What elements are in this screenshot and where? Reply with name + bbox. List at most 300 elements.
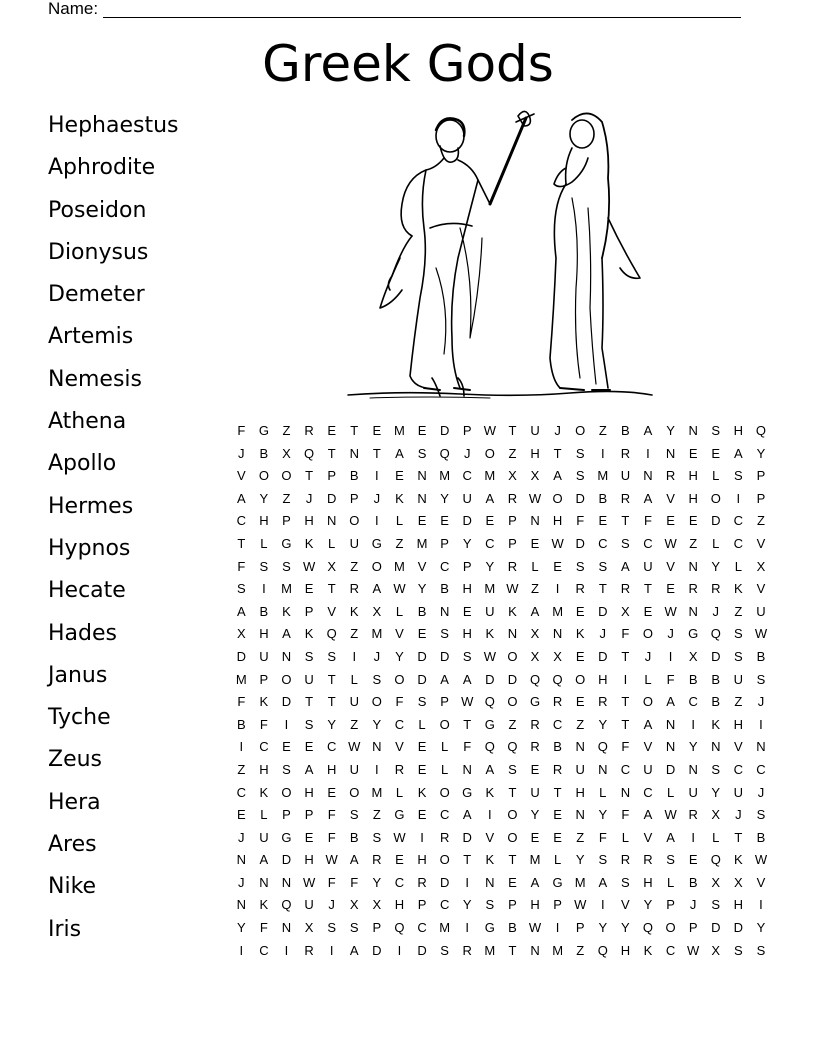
grid-letter: J xyxy=(373,648,381,664)
grid-letter: R xyxy=(349,581,359,597)
grid-letter: U xyxy=(485,603,495,619)
grid-letter: N xyxy=(259,874,269,890)
grid-letter: S xyxy=(282,761,291,777)
grid-letter: A xyxy=(666,694,675,710)
grid-letter: C xyxy=(598,535,608,551)
grid-letter: X xyxy=(530,468,540,484)
grid-letter: H xyxy=(733,716,744,732)
grid-letter: S xyxy=(734,648,743,664)
grid-letter: V xyxy=(734,739,743,755)
grid-letter: D xyxy=(507,671,518,687)
grid-letter: D xyxy=(711,648,721,664)
grid-letter: W xyxy=(664,807,677,823)
grid-letter: N xyxy=(439,603,450,619)
grid-letter: Q xyxy=(552,671,563,687)
grid-letter: R xyxy=(711,581,721,597)
word-list-item: Demeter xyxy=(48,282,145,308)
grid-letter: X xyxy=(711,807,721,823)
grid-letter: T xyxy=(305,468,314,484)
grid-letter: Z xyxy=(576,829,585,845)
grid-letter: F xyxy=(644,513,652,529)
grid-letter: N xyxy=(665,445,676,461)
grid-letter: W xyxy=(348,739,361,755)
grid-letter: M xyxy=(394,423,405,438)
grid-letter: Q xyxy=(394,920,405,936)
grid-letter: I xyxy=(397,942,402,958)
grid-letter: P xyxy=(259,671,269,687)
grid-row xyxy=(230,849,772,872)
grid-letter: T xyxy=(237,535,246,551)
grid-letter: X xyxy=(621,603,630,619)
grid-letter: A xyxy=(530,603,540,619)
grid-letter: B xyxy=(711,694,721,710)
grid-letter: W xyxy=(754,852,768,868)
grid-letter: I xyxy=(736,490,741,506)
grid-letter: G xyxy=(394,807,405,823)
grid-letter: R xyxy=(688,581,698,597)
grid-letter: Z xyxy=(282,490,291,506)
grid-letter: A xyxy=(349,942,359,958)
grid-letter: C xyxy=(688,694,698,710)
grid-letter: T xyxy=(327,581,336,597)
word-list-item: Poseidon xyxy=(48,197,147,223)
grid-letter: I xyxy=(759,897,763,913)
grid-letter: E xyxy=(508,874,517,890)
grid-letter: H xyxy=(530,445,540,461)
grid-letter: Q xyxy=(642,920,654,936)
grid-letter: C xyxy=(756,761,766,777)
grid-letter: P xyxy=(327,468,336,484)
grid-letter: I xyxy=(555,920,560,936)
grid-letter: F xyxy=(259,920,268,936)
grid-letter: I xyxy=(465,920,470,936)
grid-letter: X xyxy=(553,648,562,664)
grid-letter: T xyxy=(553,445,562,461)
grid-letter: B xyxy=(417,603,427,619)
grid-letter: C xyxy=(665,942,676,958)
grid-letter: N xyxy=(349,445,359,461)
grid-letter: Z xyxy=(756,513,765,529)
grid-letter: T xyxy=(508,942,517,958)
grid-letter: U xyxy=(259,829,269,845)
grid-letter: O xyxy=(439,852,450,868)
grid-letter: T xyxy=(463,852,472,868)
grid-letter: P xyxy=(372,920,382,936)
grid-letter: G xyxy=(281,535,292,551)
grid-letter: C xyxy=(439,897,450,913)
grid-letter: O xyxy=(507,807,518,823)
grid-letter: Y xyxy=(598,716,608,732)
grid-letter: I xyxy=(262,581,266,597)
grid-letter: L xyxy=(712,468,720,484)
grid-letter: A xyxy=(643,716,653,732)
grid-letter: S xyxy=(756,807,766,823)
word-list-item: Hypnos xyxy=(48,535,131,561)
grid-letter: V xyxy=(643,739,653,755)
grid-letter: N xyxy=(688,558,698,574)
grid-letter: E xyxy=(575,694,585,710)
grid-letter: H xyxy=(688,468,698,484)
grid-letter: M xyxy=(484,942,496,958)
grid-letter: C xyxy=(394,716,405,732)
grid-letter: P xyxy=(756,490,766,506)
grid-letter: W xyxy=(574,897,587,913)
grid-letter: J xyxy=(757,694,765,710)
grid-letter: K xyxy=(485,784,495,800)
grid-letter: T xyxy=(598,581,607,597)
word-list-item: Dionysus xyxy=(48,239,149,265)
grid-letter: W xyxy=(483,423,496,438)
grid-letter: P xyxy=(304,603,314,619)
grid-letter: E xyxy=(304,739,314,755)
grid-letter: S xyxy=(734,468,743,484)
grid-letter: R xyxy=(620,445,631,461)
grid-letter: O xyxy=(507,694,518,710)
grid-letter: O xyxy=(552,490,563,506)
grid-letter: J xyxy=(667,626,674,642)
grid-letter: F xyxy=(259,716,268,732)
grid-letter: C xyxy=(620,761,631,777)
grid-letter: L xyxy=(260,535,268,551)
grid-letter: I xyxy=(759,716,763,732)
grid-letter: X xyxy=(711,874,721,890)
grid-letter: E xyxy=(643,603,653,619)
grid-letter: G xyxy=(462,784,473,800)
grid-letter: C xyxy=(485,535,495,551)
grid-letter: V xyxy=(756,874,766,890)
grid-letter: T xyxy=(372,445,381,461)
grid-letter: U xyxy=(756,603,766,619)
grid-letter: T xyxy=(350,423,359,438)
grid-letter: P xyxy=(440,694,449,710)
grid-letter: P xyxy=(756,468,766,484)
grid-letter: Q xyxy=(755,423,767,438)
grid-letter: M xyxy=(235,671,247,687)
grid-letter: M xyxy=(439,468,451,484)
grid-letter: R xyxy=(552,761,563,777)
grid-letter: S xyxy=(349,920,359,936)
grid-letter: C xyxy=(259,942,269,958)
grid-row xyxy=(230,465,772,488)
grid-letter: D xyxy=(439,874,450,890)
grid-letter: N xyxy=(281,874,292,890)
grid-letter: U xyxy=(620,468,631,484)
grid-letter: L xyxy=(418,716,426,732)
grid-letter: O xyxy=(642,626,654,642)
grid-letter: Y xyxy=(327,716,336,732)
grid-letter: N xyxy=(598,761,608,777)
grid-letter: L xyxy=(734,558,742,574)
grid-letter: V xyxy=(485,829,495,845)
grid-letter: Y xyxy=(711,784,721,800)
grid-letter: O xyxy=(371,694,382,710)
grid-letter: E xyxy=(282,739,291,755)
grid-letter: C xyxy=(733,761,744,777)
grid-letter: Y xyxy=(756,920,766,936)
grid-letter: E xyxy=(462,603,472,619)
grid-letter: E xyxy=(372,423,382,438)
grid-letter: X xyxy=(349,897,359,913)
grid-row xyxy=(230,917,772,940)
grid-letter: K xyxy=(259,897,269,913)
grid-letter: D xyxy=(417,648,427,664)
grid-letter: A xyxy=(282,626,291,642)
grid-letter: O xyxy=(281,671,292,687)
grid-letter: J xyxy=(735,807,742,823)
grid-letter: Z xyxy=(508,445,517,461)
grid-letter: W xyxy=(664,535,677,551)
grid-letter: K xyxy=(508,603,517,619)
grid-letter: E xyxy=(304,829,314,845)
grid-letter: O xyxy=(439,784,450,800)
grid-letter: L xyxy=(395,513,404,529)
word-list-item: Zeus xyxy=(48,747,103,773)
grid-letter: Z xyxy=(576,716,585,732)
grid-letter: S xyxy=(349,807,359,823)
grid-letter: Z xyxy=(372,807,381,823)
grid-letter: I xyxy=(239,942,244,958)
grid-letter: Y xyxy=(530,807,540,823)
grid-letter: I xyxy=(284,716,289,732)
grid-letter: U xyxy=(462,490,472,506)
grid-letter: Y xyxy=(395,648,404,664)
grid-letter: S xyxy=(508,761,517,777)
grid-letter: Q xyxy=(710,852,721,868)
grid-letter: D xyxy=(598,603,608,619)
grid-letter: E xyxy=(688,445,698,461)
grid-letter: S xyxy=(621,874,630,890)
grid-letter: Y xyxy=(666,423,675,438)
grid-letter: T xyxy=(621,648,630,664)
grid-letter: S xyxy=(282,558,291,574)
grid-letter: S xyxy=(734,942,743,958)
grid-letter: C xyxy=(733,535,744,551)
grid-letter: J xyxy=(328,897,335,913)
grid-letter: J xyxy=(238,445,245,461)
grid-letter: J xyxy=(463,445,471,461)
grid-letter: N xyxy=(620,784,631,800)
grid-row xyxy=(230,488,772,511)
grid-letter: F xyxy=(395,694,404,710)
word-list-item: Apollo xyxy=(48,451,117,477)
grid-letter: L xyxy=(260,807,268,823)
grid-letter: O xyxy=(349,784,360,800)
grid-letter: R xyxy=(575,581,585,597)
grid-letter: M xyxy=(371,784,383,800)
grid-letter: I xyxy=(284,942,289,958)
grid-letter: L xyxy=(666,784,675,800)
grid-letter: O xyxy=(281,468,292,484)
grid-letter: O xyxy=(710,490,721,506)
grid-letter: X xyxy=(372,897,382,913)
grid-row xyxy=(230,894,772,917)
grid-row xyxy=(230,714,772,737)
grid-letter: Y xyxy=(621,920,630,936)
grid-letter: Y xyxy=(598,807,608,823)
grid-letter: F xyxy=(621,739,630,755)
grid-letter: O xyxy=(507,648,518,664)
grid-letter: K xyxy=(734,852,743,868)
grid-letter: U xyxy=(688,784,698,800)
grid-letter: S xyxy=(711,423,721,438)
grid-letter: C xyxy=(394,874,405,890)
grid-letter: A xyxy=(598,874,608,890)
grid-row xyxy=(230,736,772,759)
grid-letter: P xyxy=(688,920,698,936)
grid-letter: V xyxy=(666,490,675,506)
grid-letter: L xyxy=(712,829,720,845)
grid-letter: Z xyxy=(689,535,698,551)
grid-letter: B xyxy=(598,490,608,506)
grid-letter: V xyxy=(621,897,630,913)
grid-letter: S xyxy=(259,558,269,574)
grid-letter: T xyxy=(621,694,630,710)
grid-letter: B xyxy=(508,920,517,936)
word-list-item: Janus xyxy=(48,662,108,688)
grid-letter: Q xyxy=(484,694,495,710)
word-list-item: Hermes xyxy=(48,493,134,519)
grid-letter: S xyxy=(417,694,427,710)
grid-letter: V xyxy=(327,603,336,619)
grid-letter: A xyxy=(485,761,495,777)
grid-letter: X xyxy=(688,648,698,664)
grid-letter: S xyxy=(417,445,427,461)
grid-letter: K xyxy=(734,581,743,597)
grid-letter: E xyxy=(395,468,404,484)
grid-letter: V xyxy=(395,739,404,755)
grid-letter: H xyxy=(462,626,472,642)
grid-letter: A xyxy=(304,761,314,777)
grid-letter: R xyxy=(417,874,427,890)
grid-letter: K xyxy=(643,942,653,958)
grid-letter: B xyxy=(553,739,562,755)
grid-letter: Z xyxy=(508,716,517,732)
grid-row xyxy=(230,533,772,556)
word-list-item: Nike xyxy=(48,874,97,900)
grid-letter: G xyxy=(484,920,495,936)
grid-letter: O xyxy=(394,671,405,687)
grid-letter: I xyxy=(623,671,628,687)
grid-letter: S xyxy=(236,581,246,597)
grid-letter: F xyxy=(463,739,472,755)
grid-letter: T xyxy=(644,581,652,597)
grid-letter: M xyxy=(529,852,541,868)
grid-letter: Q xyxy=(710,626,721,642)
grid-letter: P xyxy=(462,558,472,574)
grid-letter: B xyxy=(711,671,721,687)
grid-letter: N xyxy=(326,513,337,529)
grid-letter: B xyxy=(756,829,766,845)
grid-letter: E xyxy=(304,581,314,597)
grid-letter: Y xyxy=(643,897,653,913)
grid-letter: R xyxy=(598,694,608,710)
grid-letter: I xyxy=(646,445,650,461)
grid-letter: Y xyxy=(462,897,472,913)
grid-letter: E xyxy=(417,423,427,438)
grid-letter: T xyxy=(734,829,743,845)
grid-letter: E xyxy=(575,603,585,619)
grid-letter: O xyxy=(281,784,292,800)
grid-letter: T xyxy=(553,784,562,800)
grid-letter: B xyxy=(259,603,269,619)
grid-letter: N xyxy=(417,490,427,506)
grid-letter: S xyxy=(575,468,585,484)
grid-letter: W xyxy=(302,874,316,890)
grid-letter: K xyxy=(395,490,404,506)
grid-letter: S xyxy=(372,829,382,845)
grid-letter: D xyxy=(281,852,292,868)
grid-letter: S xyxy=(756,671,766,687)
grid-letter: A xyxy=(236,603,246,619)
grid-letter: D xyxy=(575,535,585,551)
grid-letter: N xyxy=(688,761,698,777)
grid-letter: R xyxy=(643,852,653,868)
grid-letter: X xyxy=(530,648,540,664)
grid-letter: M xyxy=(371,626,383,642)
grid-letter: U xyxy=(530,784,540,800)
grid-letter: M xyxy=(552,942,564,958)
grid-letter: D xyxy=(733,920,744,936)
grid-letter: A xyxy=(643,423,653,438)
grid-letter: G xyxy=(281,829,292,845)
grid-letter: C xyxy=(439,807,450,823)
grid-letter: I xyxy=(375,761,379,777)
grid-letter: Y xyxy=(756,445,766,461)
grid-letter: K xyxy=(304,626,314,642)
word-list-item: Hecate xyxy=(48,578,126,604)
grid-letter: E xyxy=(711,445,721,461)
grid-letter: U xyxy=(304,897,314,913)
grid-letter: D xyxy=(462,513,472,529)
grid-letter: M xyxy=(574,874,586,890)
grid-letter: M xyxy=(484,581,496,597)
grid-letter: B xyxy=(756,648,766,664)
grid-letter: R xyxy=(372,852,382,868)
word-list-item: Hephaestus xyxy=(48,113,179,138)
grid-letter: T xyxy=(508,423,517,438)
grid-letter: B xyxy=(440,581,449,597)
grid-letter: A xyxy=(734,445,743,461)
grid-letter: R xyxy=(462,942,472,958)
grid-letter: J xyxy=(757,784,765,800)
grid-letter: Z xyxy=(531,581,539,597)
grid-letter: N xyxy=(575,739,585,755)
grid-letter: Y xyxy=(688,739,698,755)
grid-letter: F xyxy=(237,423,246,438)
grid-letter: Z xyxy=(734,694,743,710)
grid-letter: Q xyxy=(529,671,541,687)
grid-letter: M xyxy=(416,535,428,551)
grid-letter: E xyxy=(553,807,562,823)
grid-letter: R xyxy=(620,490,631,506)
grid-letter: T xyxy=(463,716,472,732)
grid-letter: A xyxy=(259,852,269,868)
grid-letter: Q xyxy=(597,739,608,755)
grid-letter: L xyxy=(712,535,720,551)
grid-letter: W xyxy=(664,603,677,619)
word-list-item: Hera xyxy=(48,789,101,815)
grid-letter: X xyxy=(508,468,517,484)
grid-letter: Z xyxy=(576,942,585,958)
grid-letter: N xyxy=(711,739,721,755)
grid-letter: H xyxy=(304,852,314,868)
grid-letter: X xyxy=(304,920,314,936)
word-list-item: Artemis xyxy=(48,324,134,350)
grid-letter: S xyxy=(304,648,314,664)
grid-letter: H xyxy=(552,513,563,529)
grid-letter: A xyxy=(530,874,540,890)
grid-letter: D xyxy=(281,694,292,710)
